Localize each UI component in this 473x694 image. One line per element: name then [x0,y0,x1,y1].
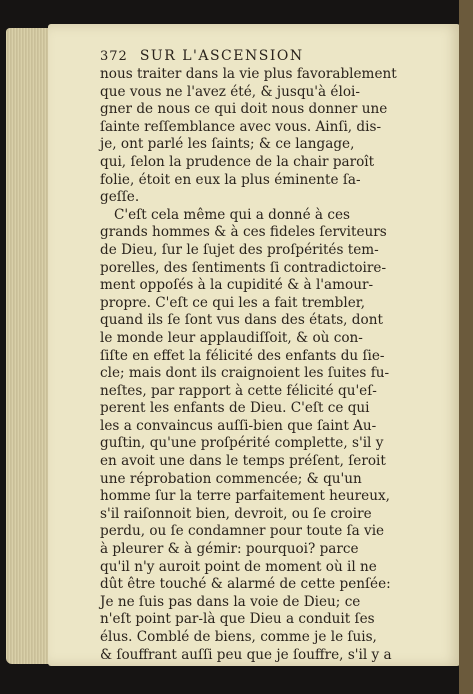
text-line: s'il raiſonnoit bien, devroit, ou ſe croire [100,505,372,522]
page-number: 372 [100,49,128,64]
text-line: ſainte reſſemblance avec vous. Ainſi, dis- [100,118,382,135]
text-line: homme ſur la terre parfaitement heureux, [100,488,390,505]
text-line: neſtes, par rapport à cette félicité qu'eſ- [100,382,377,399]
text-line: de Dieu, ſur le ſujet des proſpérités tem- [100,241,379,258]
text-line: perdu, ou ſe condamner pour toute ſa vie [100,523,385,540]
page-edges [6,28,54,664]
text-line: propre. C'eſt ce qui les a fait trembler, [100,294,366,311]
text-line: les a convaincus auſſi-bien que ſaint Au- [100,417,377,434]
binding-edge [459,0,473,694]
text-line: dût être touché & alarmé de cette penſée: [100,576,391,593]
text-line: cle; mais dont ils craignoient les ſuites fu- [100,365,390,382]
text-line: le monde leur applaudiſſoit, & où con- [100,329,363,346]
text-line: à pleurer & à gémir: pourquoi? parce [100,541,359,558]
text-line: n'eſt point par-là que Dieu a conduit ſes [100,611,375,628]
text-line: Je ne ſuis pas dans la voie de Dieu; ce [100,593,361,610]
text-line: qu'il n'y auroit point de moment où il ne [100,558,377,575]
text-line: que vous ne l'avez été, & jusqu'à éloi- [100,83,360,100]
text-line: je, ont parlé les ſaints; & ce langage, [100,136,355,153]
body-text [100,66,418,664]
text-line: gner de nous ce qui doit nous donner une [100,101,388,118]
running-head [100,48,418,64]
text-line: qui, ſelon la prudence de la chair paroît [100,153,375,170]
text-line: perent les enfants de Dieu. C'eſt ce qui [100,400,370,417]
text-line: élus. Comblé de biens, comme je le ſuis, [100,629,377,645]
text-line: quand ils ſe ſont vus dans des états, dont [100,312,383,329]
text-line: folie, étoit en eux la plus éminente ſa- [100,171,361,188]
text-line: porelles, des ſentiments ſi contradictoire- [100,259,387,276]
text-line: & ſouffrant auſſi peu que je ſouffre, s'il y a [100,646,392,663]
text-line: une réprobation commencée; & qu'un [100,470,362,487]
text-block [100,48,418,664]
text-line: en avoit une dans le temps préſent, ſeroit [100,453,386,470]
text-line: guſtin, qu'une proſpérité complette, s'il y [100,435,384,452]
text-line: ſiſte en effet la félicité des enfants du ſie- [100,347,385,364]
running-title: SUR L'ASCENSION [139,48,304,64]
text-line: C'eſt cela même qui a donné à ces [114,206,350,223]
text-line: nous traiter dans la vie plus favorablement [100,66,397,82]
text-line: ment oppoſés à la cupidité & à l'amour- [100,277,374,294]
text-line: geſſe. [100,189,140,206]
text-line: grands hommes & à ces fideles ſerviteurs [100,224,387,241]
